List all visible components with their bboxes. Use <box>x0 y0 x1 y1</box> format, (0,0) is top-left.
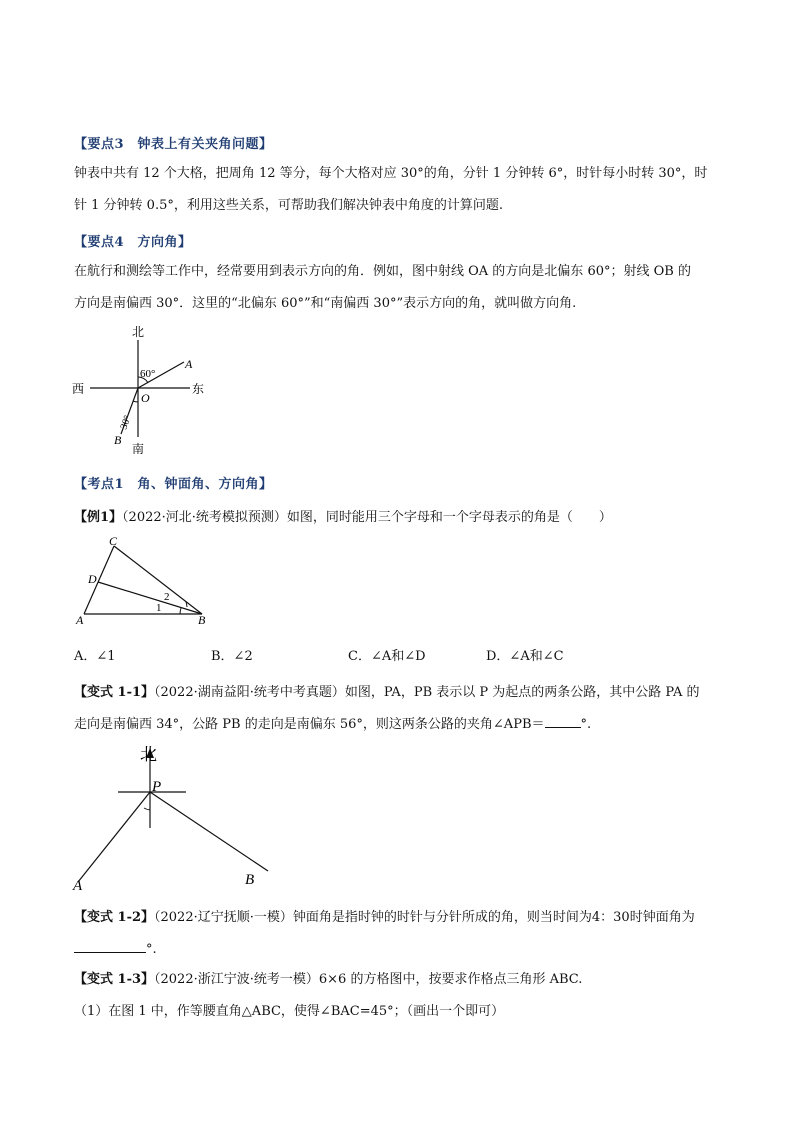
variant12-label: 【变式 1-2】 <box>74 910 155 925</box>
road-pb <box>150 792 268 871</box>
label-b: B <box>198 613 206 627</box>
section4-line2: 方向是南偏西 30°．这里的“北偏东 60°”和“南偏西 30°”表示方向的角，就叫做方向角. <box>74 296 577 311</box>
label-east: 东 <box>192 382 205 396</box>
section4-text <box>74 256 734 320</box>
variant11-line1 <box>74 677 734 709</box>
variant12-degree: °. <box>146 942 157 957</box>
section3-text <box>74 158 734 222</box>
variant13-text <box>74 964 734 1028</box>
label-b: B <box>245 872 255 888</box>
variant11-label: 【变式 1-1】 <box>74 685 155 700</box>
variant13-item1: （1）在图 1 中，作等腰直角△ABC，使得∠BAC=45°；（画出一个即可） <box>74 1004 505 1019</box>
road-pa <box>78 792 150 882</box>
variant11-question-line2: 走向是南偏西 34°，公路 PB 的走向是南偏东 56°，则这两条公路的夹角∠APB＝ <box>74 717 545 732</box>
label-west: 西 <box>72 382 85 396</box>
section3-line2: 针 1 分钟转 0.5°，利用这些关系，可帮助我们解决钟表中角度的计算问题. <box>74 198 503 213</box>
kaodian1-heading: 【考点1 角、钟面角、方向角】 <box>74 477 273 492</box>
section4-line1: 在航行和测绘等工作中，经常要用到表示方向的角．例如，图中射线 OA 的方向是北偏东 60°；射线 OB 的 <box>74 264 691 279</box>
option-b[interactable]: B．∠2 <box>211 649 253 664</box>
variant11-text <box>74 677 734 741</box>
label-p: P <box>152 779 162 795</box>
example1-question: 如图，同时能用三个字母和一个字母表示的角是（ ） <box>286 510 612 525</box>
label-angle-30: 30° <box>118 414 134 432</box>
angle-arc-30 <box>133 401 138 402</box>
arc-angle-1 <box>180 608 181 614</box>
section3-heading: 【要点3 钟表上有关夹角问题】 <box>74 137 273 152</box>
variant13-line1 <box>74 964 734 996</box>
answer-blank-clock[interactable] <box>74 938 146 953</box>
angle-arc-pa <box>144 808 150 810</box>
label-angle-2: 2 <box>164 591 170 603</box>
variant12-text <box>74 902 734 966</box>
segment-db <box>98 582 202 614</box>
option-c[interactable]: C．∠A和∠D <box>348 649 426 664</box>
label-a: A <box>185 357 193 371</box>
section4-heading: 【要点4 方向角】 <box>74 235 192 250</box>
variant12-line1 <box>74 902 734 934</box>
label-north: 北 <box>140 745 157 764</box>
answer-blank-apb[interactable] <box>545 713 581 728</box>
label-b: B <box>114 433 122 447</box>
example1-source: （2022·河北·统考模拟预测） <box>122 510 287 525</box>
roads-figure <box>68 738 278 893</box>
label-angle-1: 1 <box>156 602 162 614</box>
example1-label: 【例1】 <box>74 510 123 525</box>
variant12-source: （2022·辽宁抚顺·一模） <box>154 910 293 925</box>
variant13-label: 【变式 1-3】 <box>74 972 155 987</box>
option-d[interactable]: D．∠A和∠C <box>486 649 564 664</box>
label-a: A <box>73 878 83 893</box>
label-d: D <box>88 572 97 586</box>
label-angle-60: 60° <box>140 368 156 380</box>
variant12-question: 钟面角是指时钟的时针与分针所成的角，则当时间为4：30时钟面角为 <box>292 910 695 925</box>
triangle-figure <box>74 536 214 628</box>
label-o: O <box>141 391 150 405</box>
variant13-question: 6×6 的方格图中，按要求作格点三角形 ABC. <box>318 972 583 987</box>
variant11-line2 <box>74 709 734 741</box>
label-south: 南 <box>132 442 145 456</box>
variant11-source: （2022·湖南益阳·统考中考真题） <box>154 685 345 700</box>
section3-line1: 钟表中共有 12 个大格，把周角 12 等分，每个大格对应 30°的角，分针 1 分钟转 6°，时针每小时转 30°，时 <box>74 166 708 181</box>
variant13-source: （2022·浙江宁波·统考一模） <box>154 972 319 987</box>
label-north: 北 <box>132 325 145 339</box>
label-c: C <box>109 536 118 548</box>
variant11-degree: °. <box>580 717 592 732</box>
variant11-question-line1: 如图，PA，PB 表示以 P 为起点的两条公路，其中公路 PA 的 <box>344 685 700 700</box>
direction-angle-figure <box>68 322 218 457</box>
variant12-line2 <box>74 934 734 966</box>
label-a: A <box>76 613 84 627</box>
example1-line <box>74 506 734 525</box>
option-a[interactable]: A．∠1 <box>74 649 116 664</box>
